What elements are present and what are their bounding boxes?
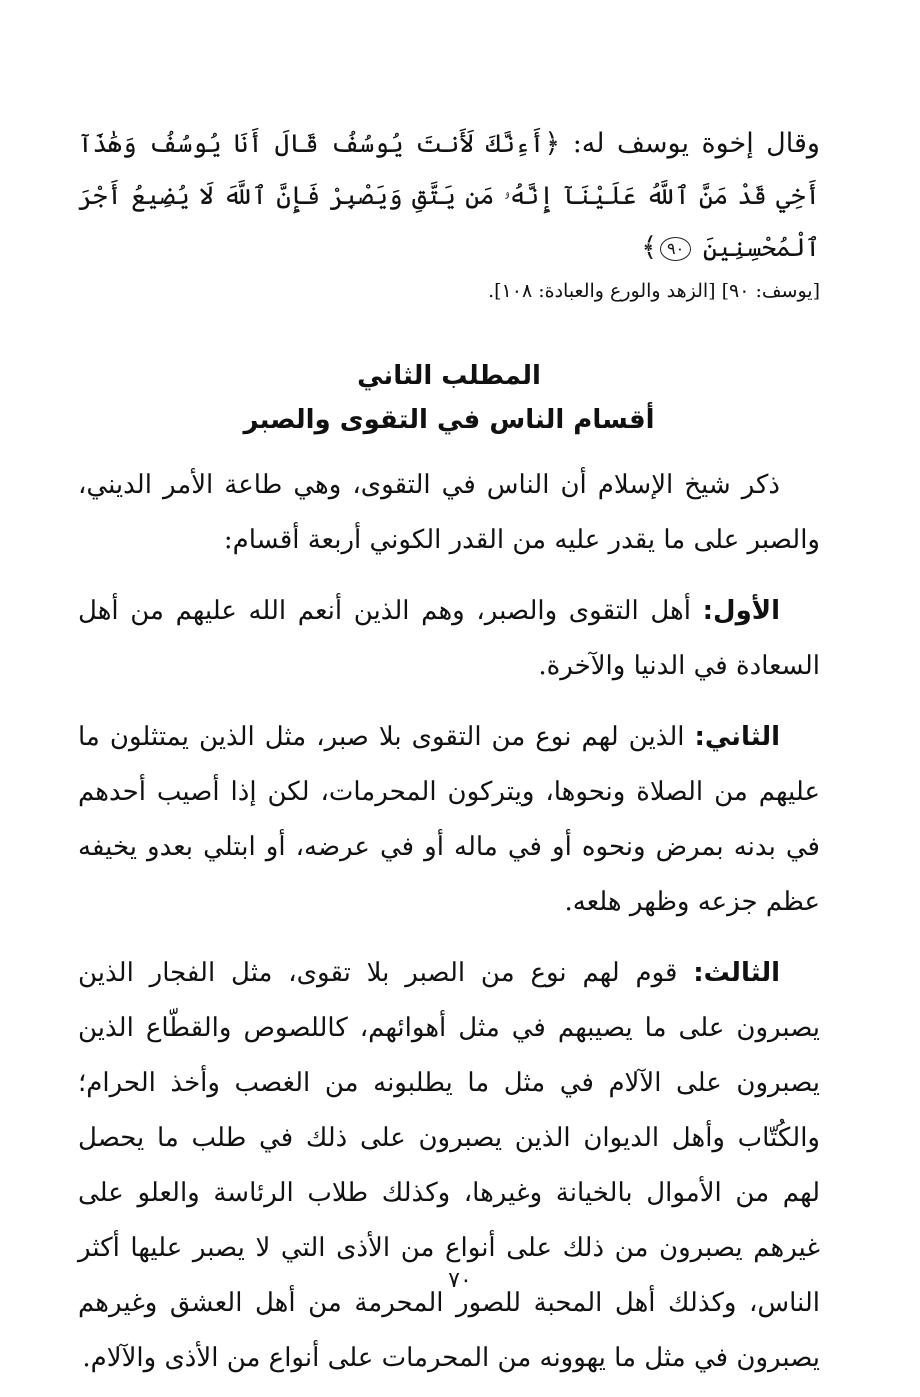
second-category-text: الذين لهم نوع من التقوى بلا صبر، مثل الذين يمتثلون ما عليهم من الصلاة ونحوها، ويتركون المحرمات، لكن إذا أصيب أحدهم في بدنه بمرض ونحوه أو في ماله أو في عرضه، أو ابتلي بعدو يخيفه عظم جزعه وظهر هلعه. <box>78 722 820 917</box>
third-category-text: قوم لهم نوع من الصبر بلا تقوى، مثل الفجار الذين يصبرون على ما يصيبهم في مثل أهوائهم، كاللصوص والقطّاع الذين يصبرون على الآلام في مثل ما يطلبونه من الغصب وأخذ الحرام؛ والكُتّاب وأهل الديوان الذين يصبرون على ذلك في طلب ما يحصل لهم من الأموال بالخيانة وغيرها، وكذلك طلاب الرئاسة والعلو على غيرهم يصبرون من ذلك على أنواع من الأذى التي لا يصبر عليها أكثر الناس، وكذلك أهل المحبة للصور المحرمة من أهل العشق وغيرهم يصبرون في مثل ما يهوونه من المحرمات على أنواع من الأذى والآلام. <box>78 958 820 1373</box>
first-category-text: أهل التقوى والصبر، وهم الذين أنعم الله عليهم من أهل السعادة في الدنيا والآخرة. <box>78 596 820 681</box>
third-category-label: الثالث: <box>693 958 780 988</box>
intro-paragraph: ذكر شيخ الإسلام أن الناس في التقوى، وهي طاعة الأمر الديني، والصبر على ما يقدر عليه من القدر الكوني أربعة أقسام: <box>78 470 820 555</box>
first-category-label: الأول: <box>702 596 780 626</box>
verse-reference: [يوسف: ٩٠] [الزهد والورع والعبادة: ١٠٨]. <box>488 280 820 302</box>
quote-open-bracket: ﴿ <box>544 128 561 159</box>
quran-quote <box>78 118 820 274</box>
section-subtitle: أقسام الناس في التقوى والصبر <box>243 405 655 435</box>
second-category-paragraph <box>78 710 820 930</box>
second-category-label: الثاني: <box>694 722 780 752</box>
page-body <box>78 118 820 1386</box>
third-category-paragraph <box>78 946 820 1386</box>
quran-verse: أَءِنَّكَ لَأَنتَ يُوسُفُ قَالَ أَنَا يُوسُفُ وَهَٰذَآ أَخِي قَدْ مَنَّ ٱللَّهُ عَلَيْنَآ إِنَّهُۥ مَن يَتَّقِ وَيَصْبِرْ فَإِنَّ ٱللَّهَ لَا يُضِيعُ أَجْرَ ٱلْمُحْسِنِينَ <box>78 129 820 262</box>
quote-intro: وقال إخوة يوسف له: <box>572 128 820 159</box>
first-category-paragraph <box>78 584 820 694</box>
section-title: المطلب الثاني <box>357 361 541 391</box>
verse-number-ornament: ٩٠ <box>660 237 691 261</box>
quote-close-bracket: ﴾ <box>641 232 658 263</box>
page-number: ٧٠ <box>448 1268 472 1293</box>
